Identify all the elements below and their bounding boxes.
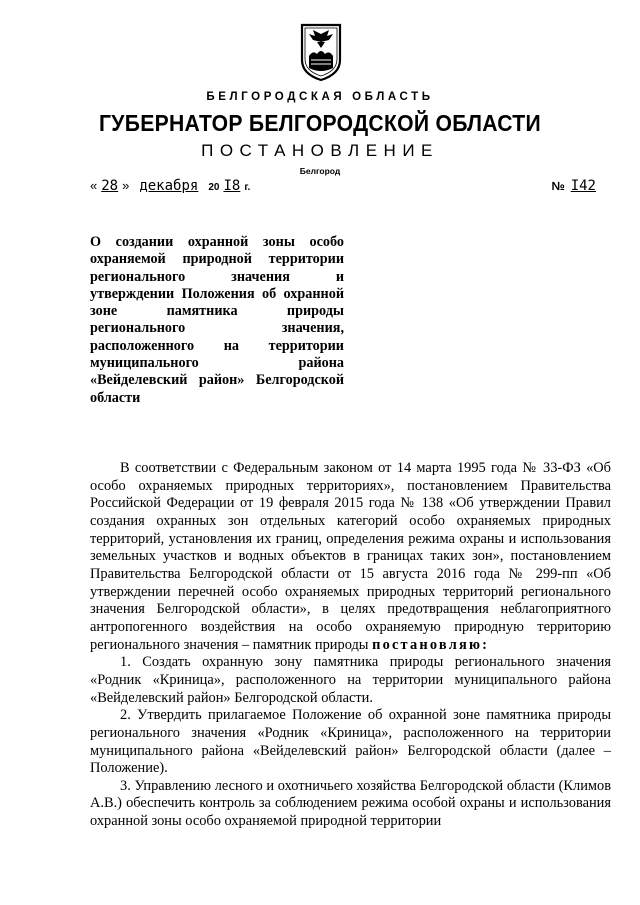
document-date	[90, 178, 250, 194]
date-year-mark: г.	[244, 182, 251, 193]
date-day: 28	[101, 178, 119, 194]
intro-text: В соответствии с Федеральным законом от 14 марта 1995 года № 33-ФЗ «Об особо охраняемых природных территориях», постановлением Правительства Российской Федерации от 19 февраля 2015 года № 138 «Об утверждении Правил создания охранных зон отдельных категорий особо охраняемых природных территорий, установления их границ, определения режима охраны и использования земельных участков и водных объектов в границах таких зон», постановлением Правительства Белгородской области от 15 августа 2016 года № 299-пп «Об утверждении перечней особо охраняемых природных территорий регионального значения Белгородской области», в целях предотвращения неблагоприятного антропогенного воздействия на особо охраняемую природную территорию регионального значения – памятник природы	[90, 460, 611, 653]
region-name: БЕЛГОРОДСКАЯ ОБЛАСТЬ	[206, 91, 434, 103]
paragraph-3: 3. Управлению лесного и охотничьего хозяйства Белгородской области (Климов А.В.) обеспечить контроль за соблюдением режима особой охраны и использования охранной зоны особо охраняемой природной территории	[90, 777, 611, 830]
date-close-quote: »	[122, 178, 130, 193]
document-subject: О создании охранной зоны особо охраняемой природной территории регионального значения и утверждении Положения об охранной зоне памятника природы регионального значения, расположенного на территории муниципального района «Вейделевский район» Белгородской области	[90, 234, 344, 406]
date-open-quote: «	[90, 178, 98, 193]
decree-word: постановляю:	[372, 636, 490, 653]
issue-city: Белгород	[299, 166, 341, 176]
coat-of-arms-icon	[299, 22, 343, 82]
number-value: I42	[570, 178, 596, 194]
document-type: ПОСТАНОВЛЕНИЕ	[201, 141, 439, 160]
paragraph-2: 2. Утвердить прилагаемое Положение об охранной зоне памятника природы регионального значения «Родник «Криница», расположенного на территории муниципального района «Вейделевский район» Белгородской области (далее – Положение).	[90, 707, 611, 777]
issuer-title: ГУБЕРНАТОР БЕЛГОРОДСКОЙ ОБЛАСТИ	[99, 110, 541, 136]
date-month: декабря	[139, 178, 199, 194]
intro-paragraph	[90, 460, 611, 654]
paragraph-1: 1. Создать охранную зону памятника природы регионального значения «Родник «Криница», расположенного на территории муниципального района «Вейделевский район» Белгородской области.	[90, 654, 611, 706]
date-year-prefix: 20	[208, 182, 220, 193]
document-number	[551, 178, 610, 194]
date-year-suffix: I8	[223, 178, 241, 194]
document-body	[90, 460, 611, 831]
number-label: №	[551, 179, 565, 193]
